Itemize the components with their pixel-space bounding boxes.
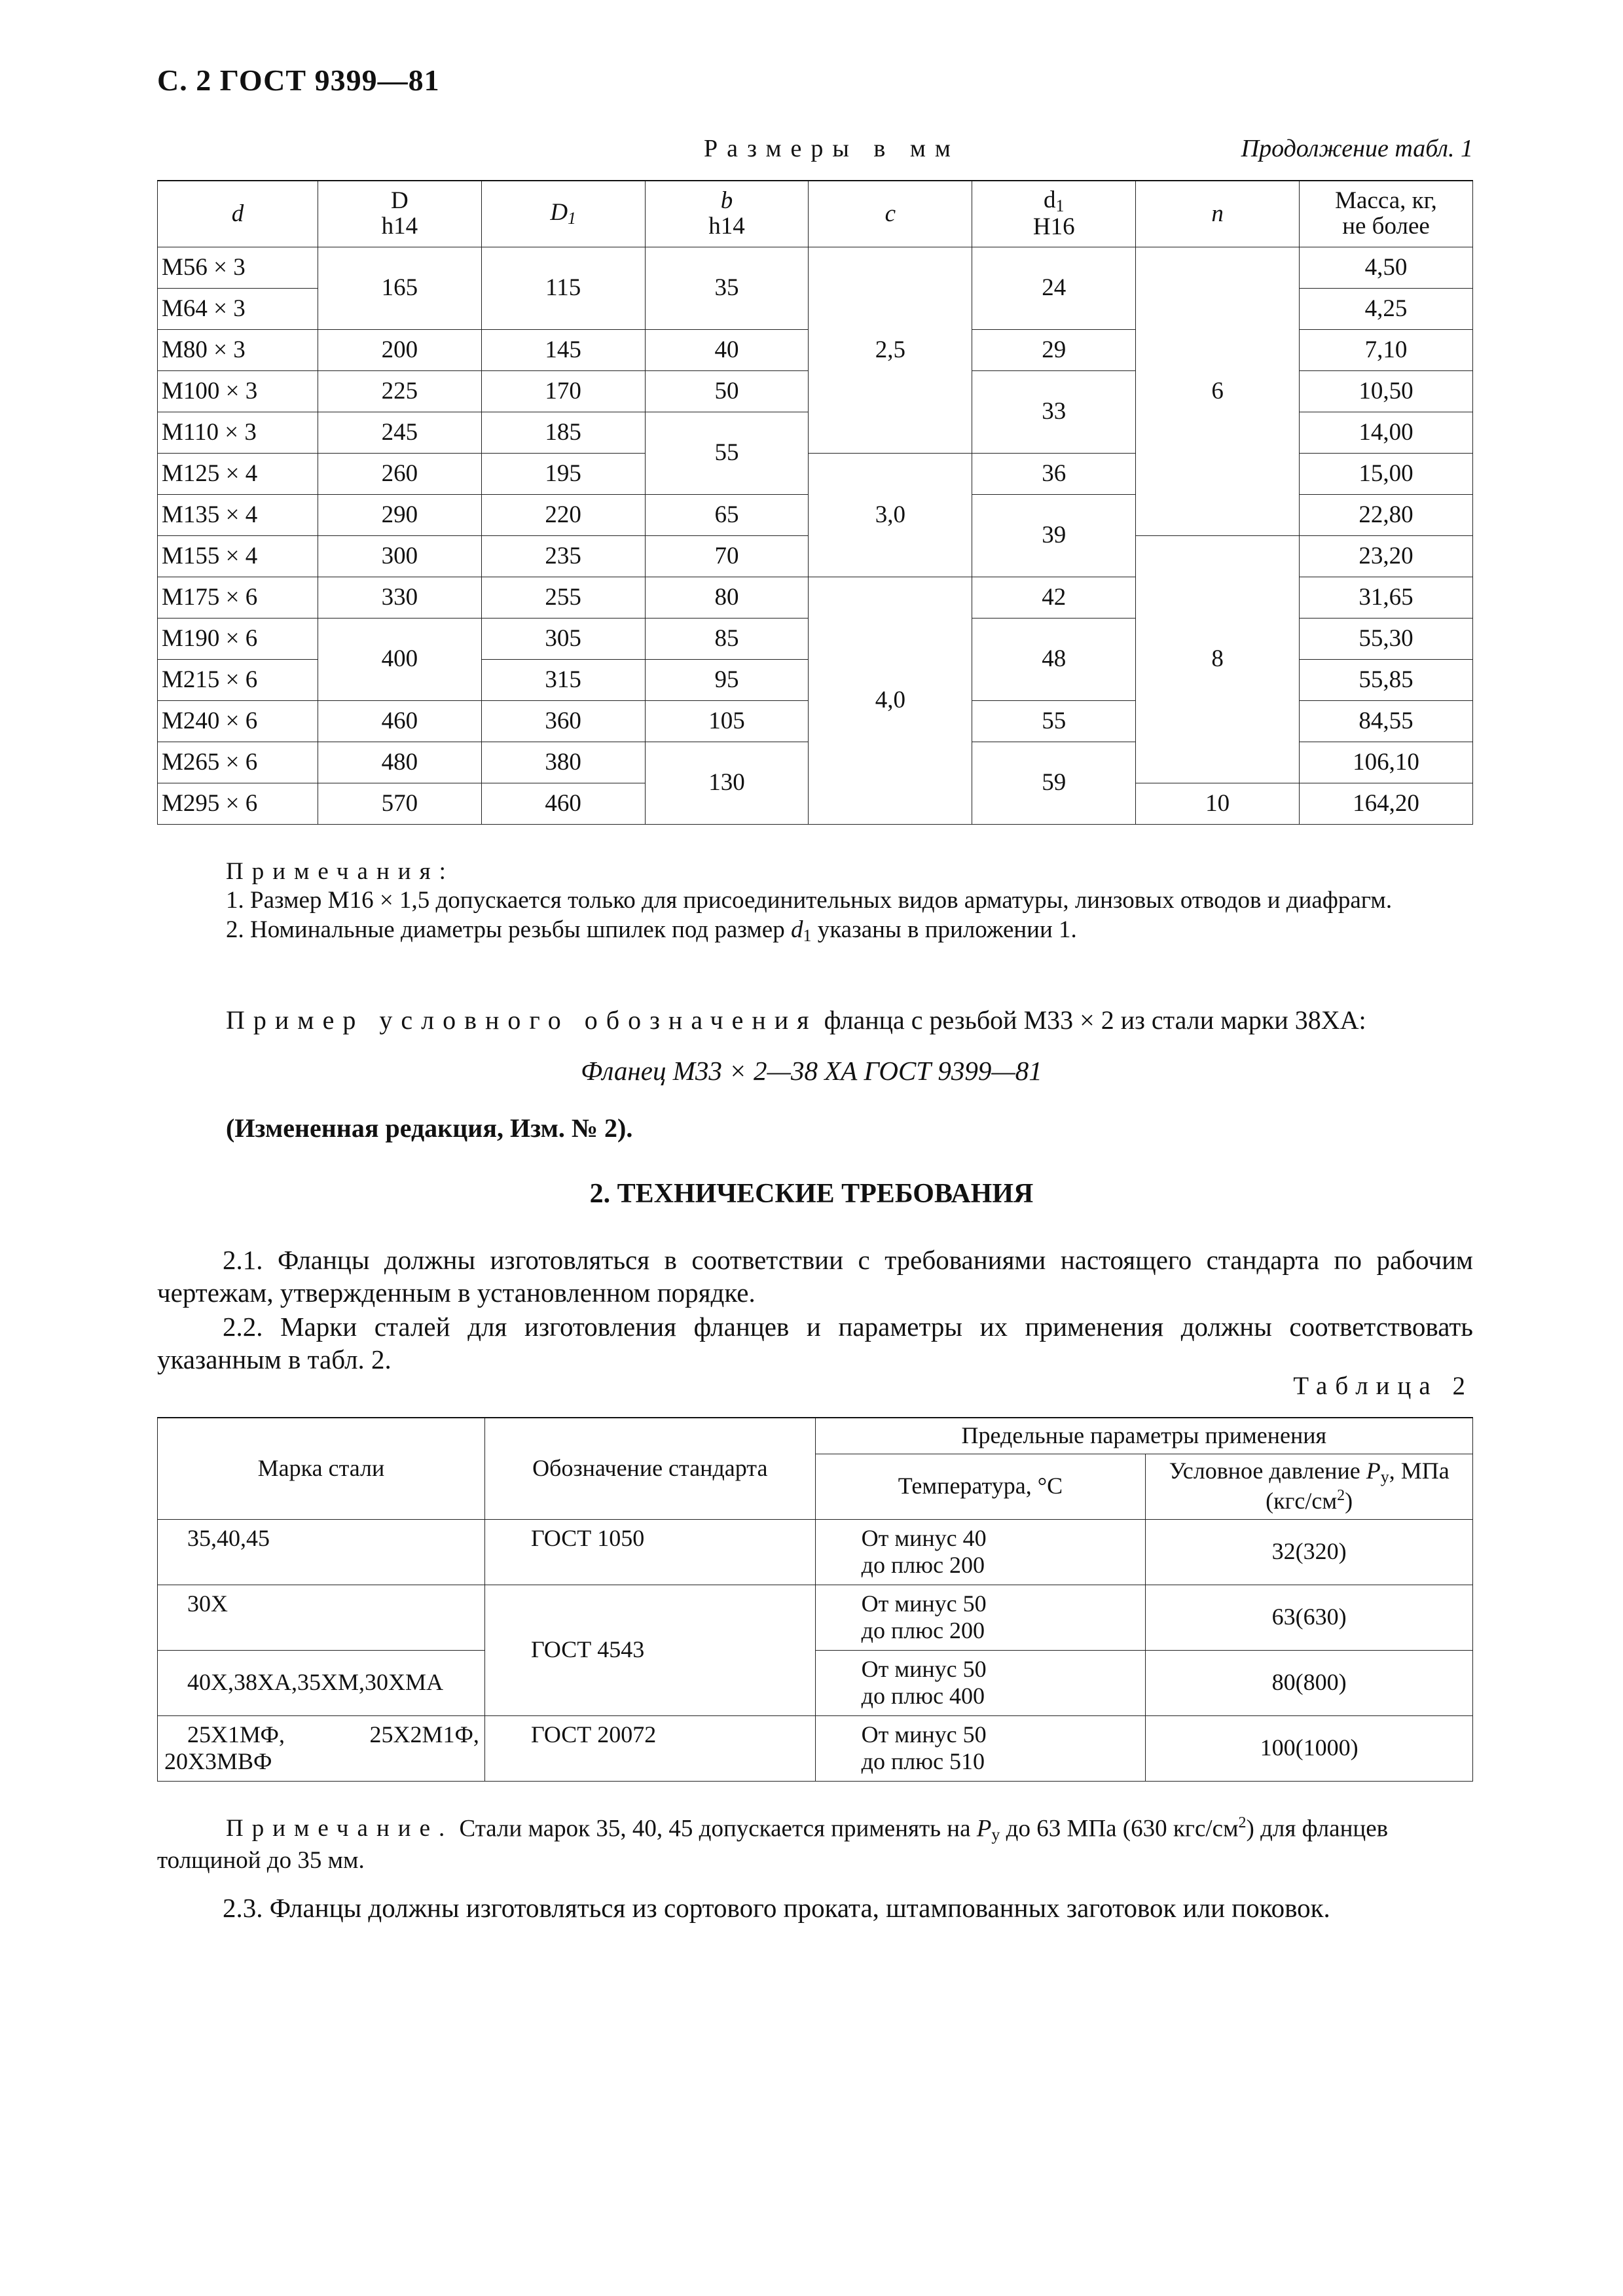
cell-d1: 39 [972, 495, 1136, 577]
cell-mass: 10,50 [1300, 371, 1473, 412]
header-mass: Масса, кг, не более [1300, 181, 1473, 247]
header-c: c [809, 181, 972, 247]
cell-D1: 115 [481, 247, 645, 330]
cell-D: 400 [318, 619, 481, 701]
designation-example: Пример условного обозначения фланца с резьбой М33 × 2 из стали марки 38ХА: [226, 1005, 1366, 1035]
cell-n: 8 [1136, 536, 1300, 783]
cell-b: 35 [645, 247, 809, 330]
cell-d1: 55 [972, 701, 1136, 742]
cell-pressure: 100(1000) [1146, 1715, 1473, 1781]
cell-temperature: От минус 50 до плюс 200 [815, 1585, 1146, 1650]
cell-standard: ГОСТ 1050 [484, 1519, 815, 1585]
header-steel-grade: Марка стали [158, 1418, 485, 1519]
paragraph-2-2: 2.2. Марки сталей для изготовления фланцев и параметры их применения должны соответствовать указанным в табл. 2. [157, 1312, 1473, 1375]
header-d1: $d_1$ H16 [972, 181, 1136, 247]
cell-mass: 14,00 [1300, 412, 1473, 454]
cell-c: 4,0 [809, 577, 972, 825]
cell-steel-grade: 25Х1МФ, 25Х2М1Ф, 20Х3МВФ [158, 1715, 485, 1781]
cell-d: M100 × 3 [158, 371, 318, 412]
cell-b: 85 [645, 619, 809, 660]
cell-mass: 55,30 [1300, 619, 1473, 660]
steel-grades-table [157, 1417, 1473, 1782]
cell-D1: 145 [481, 330, 645, 371]
cell-d: M215 × 6 [158, 660, 318, 701]
cell-D: 165 [318, 247, 481, 330]
note-2: 2. Номинальные диаметры резьбы шпилек под размер $d_1$ указаны в приложении 1. [226, 916, 1077, 945]
cell-d1: 59 [972, 742, 1136, 825]
cell-D: 260 [318, 454, 481, 495]
cell-D: 460 [318, 701, 481, 742]
cell-mass: 4,25 [1300, 289, 1473, 330]
table1-notes [157, 857, 1473, 946]
cell-d: M175 × 6 [158, 577, 318, 619]
cell-D1: 195 [481, 454, 645, 495]
table1-units-caption: Размеры в мм [704, 135, 960, 162]
cell-b: 105 [645, 701, 809, 742]
paragraph-2-1: 2.1. Фланцы должны изготовляться в соответствии с требованиями настоящего стандарта по рабочим чертежам, утвержденным в установленном порядке. [157, 1245, 1473, 1308]
cell-d: M240 × 6 [158, 701, 318, 742]
cell-mass: 31,65 [1300, 577, 1473, 619]
cell-d: M135 × 4 [158, 495, 318, 536]
header-n: n [1136, 181, 1300, 247]
cell-mass: 23,20 [1300, 536, 1473, 577]
cell-d1: 48 [972, 619, 1136, 701]
cell-D: 290 [318, 495, 481, 536]
cell-temperature: От минус 50 до плюс 510 [815, 1715, 1146, 1781]
amendment-note: (Измененная редакция, Изм. № 2). [226, 1113, 633, 1143]
cell-b: 50 [645, 371, 809, 412]
cell-c: 2,5 [809, 247, 972, 454]
notes-title: Примечания: [226, 858, 454, 885]
cell-D: 300 [318, 536, 481, 577]
cell-D: 330 [318, 577, 481, 619]
cell-pressure: 32(320) [1146, 1519, 1473, 1585]
section-title: 2. ТЕХНИЧЕСКИЕ ТРЕБОВАНИЯ [589, 1179, 1034, 1209]
cell-d: M190 × 6 [158, 619, 318, 660]
cell-mass: 22,80 [1300, 495, 1473, 536]
cell-D: 480 [318, 742, 481, 783]
cell-mass: 4,50 [1300, 247, 1473, 289]
cell-b: 95 [645, 660, 809, 701]
header-D: D h14 [318, 181, 481, 247]
cell-d1: 42 [972, 577, 1136, 619]
table1-caption-row [157, 134, 1473, 167]
header-limit-parameters: Предельные параметры применения [815, 1418, 1472, 1454]
cell-b: 70 [645, 536, 809, 577]
cell-steel-grade: 35,40,45 [158, 1519, 485, 1585]
cell-D1: 170 [481, 371, 645, 412]
cell-standard: ГОСТ 4543 [484, 1585, 815, 1715]
header-temperature: Температура, °С [815, 1454, 1146, 1519]
cell-temperature: От минус 50 до плюс 400 [815, 1650, 1146, 1715]
cell-d1: 36 [972, 454, 1136, 495]
table2-caption: Таблица 2 [1293, 1372, 1473, 1400]
cell-b: 55 [645, 412, 809, 495]
cell-D1: 185 [481, 412, 645, 454]
cell-n: 6 [1136, 247, 1300, 536]
cell-mass: 106,10 [1300, 742, 1473, 783]
cell-D1: 235 [481, 536, 645, 577]
cell-b: 130 [645, 742, 809, 825]
cell-D1: 380 [481, 742, 645, 783]
flange-dimensions-table [157, 180, 1473, 825]
cell-d: M56 × 3 [158, 247, 318, 289]
cell-d: M265 × 6 [158, 742, 318, 783]
cell-d: M125 × 4 [158, 454, 318, 495]
header-d: d [158, 181, 318, 247]
cell-D1: 360 [481, 701, 645, 742]
header-D1: $D_1$ [481, 181, 645, 247]
designation-formula: Фланец М33 × 2—38 ХА ГОСТ 9399—81 [581, 1056, 1042, 1086]
cell-D: 570 [318, 783, 481, 825]
cell-d: M155 × 4 [158, 536, 318, 577]
cell-b: 40 [645, 330, 809, 371]
cell-d1: 33 [972, 371, 1136, 454]
cell-b: 80 [645, 577, 809, 619]
cell-d1: 24 [972, 247, 1136, 330]
table2-note: Примечание. Стали марок 35, 40, 45 допускается применять на $P_y$ до 63 МПа (630 кгс/$см^2$) для фланцев толщиной до 35 мм. [157, 1814, 1389, 1874]
table1-continuation-caption: Продолжение табл. 1 [1241, 135, 1473, 162]
cell-b: 65 [645, 495, 809, 536]
cell-c: 3,0 [809, 454, 972, 577]
header-pressure: Условное давление $P_y$, МПа $(кгс/см^2)$ [1146, 1454, 1473, 1519]
cell-D: 225 [318, 371, 481, 412]
cell-mass: 164,20 [1300, 783, 1473, 825]
cell-d: M110 × 3 [158, 412, 318, 454]
cell-D1: 220 [481, 495, 645, 536]
cell-mass: 15,00 [1300, 454, 1473, 495]
cell-n: 10 [1136, 783, 1300, 825]
cell-D: 245 [318, 412, 481, 454]
cell-D1: 315 [481, 660, 645, 701]
cell-standard: ГОСТ 20072 [484, 1715, 815, 1781]
cell-d1: 29 [972, 330, 1136, 371]
cell-pressure: 63(630) [1146, 1585, 1473, 1650]
cell-mass: 84,55 [1300, 701, 1473, 742]
cell-d: M295 × 6 [158, 783, 318, 825]
paragraph-2-3: 2.3. Фланцы должны изготовляться из сортового проката, штампованных заготовок или поковок. [223, 1893, 1330, 1923]
cell-D1: 305 [481, 619, 645, 660]
cell-pressure: 80(800) [1146, 1650, 1473, 1715]
cell-D1: 460 [481, 783, 645, 825]
header-b: b h14 [645, 181, 809, 247]
header-standard: Обозначение стандарта [484, 1418, 815, 1519]
cell-mass: 55,85 [1300, 660, 1473, 701]
cell-mass: 7,10 [1300, 330, 1473, 371]
cell-d: M80 × 3 [158, 330, 318, 371]
cell-d: M64 × 3 [158, 289, 318, 330]
cell-temperature: От минус 40 до плюс 200 [815, 1519, 1146, 1585]
cell-D: 200 [318, 330, 481, 371]
cell-steel-grade: 40Х,38ХА,35ХМ,30ХМА [158, 1650, 485, 1715]
page-header: С. 2 ГОСТ 9399—81 [157, 63, 440, 97]
note-1: 1. Размер М16 × 1,5 допускается только для присоединительных видов арматуры, линзовых отводов и диафрагм. [226, 887, 1393, 914]
cell-D1: 255 [481, 577, 645, 619]
cell-steel-grade: 30Х [158, 1585, 485, 1650]
